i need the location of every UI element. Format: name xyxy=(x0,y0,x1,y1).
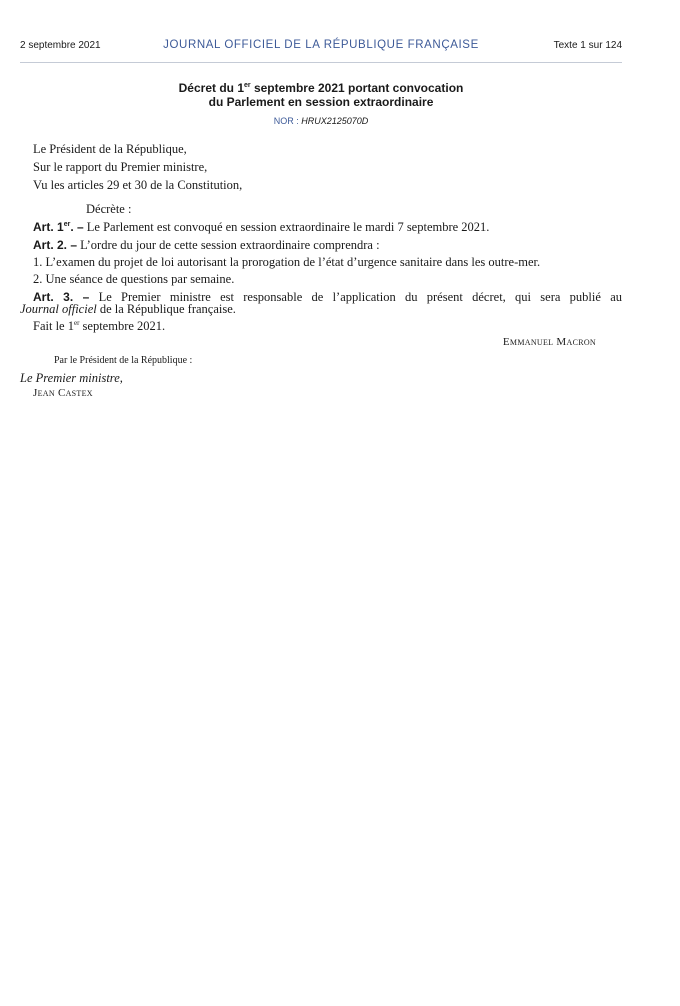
minister-title: Le Premier ministre, xyxy=(20,371,123,385)
article-3-text: Le Premier ministre est responsable de l’application du présent décret, qui sera publié au xyxy=(89,290,622,304)
article-1 xyxy=(20,219,622,235)
fait-line: Fait le 1er septembre 2021. xyxy=(33,318,166,333)
preamble-line: Le Président de la République, xyxy=(33,142,187,156)
article-2-text: L’ordre du jour de cette session extraordinaire comprendra : xyxy=(77,238,380,252)
article-1-text: Le Parlement est convoqué en session extraordinaire le mardi 7 septembre 2021. xyxy=(83,220,490,234)
decree-title-line2: du Parlement en session extraordinaire xyxy=(208,95,434,109)
article-2-item: 2. Une séance de questions par semaine. xyxy=(33,272,235,286)
article-3-continuation: Journal officiel de la République française. xyxy=(20,302,236,316)
page-indicator: Texte 1 sur 124 xyxy=(553,40,622,51)
article-3-label: Art. 3. – xyxy=(33,290,90,304)
article-2-label: Art. 2. – xyxy=(33,238,78,252)
preamble-line: Sur le rapport du Premier ministre, xyxy=(33,160,208,174)
header-date: 2 septembre 2021 xyxy=(20,40,101,51)
article-2-item: 1. L’examen du projet de loi autorisant la prorogation de l’état d’urgence sanitaire dans les outre-mer. xyxy=(33,255,541,269)
article-1-label: Art. 1er. – xyxy=(33,220,84,234)
journal-title: JOURNAL OFFICIEL DE LA RÉPUBLIQUE FRANÇAISE xyxy=(163,39,479,51)
decrete-line: Décrète : xyxy=(86,202,132,216)
president-signature: Emmanuel Macron xyxy=(502,336,596,348)
page-header xyxy=(20,39,622,55)
nor-value: HRUX2125070D xyxy=(301,116,369,126)
article-2 xyxy=(20,237,622,253)
decree-title-line1: Décret du 1er septembre 2021 portant convocation xyxy=(178,81,464,95)
decree-title xyxy=(20,81,622,109)
minister-signature: Jean Castex xyxy=(33,387,93,399)
preamble-line: Vu les articles 29 et 30 de la Constitution, xyxy=(33,178,243,192)
par-le-president: Par le Président de la République : xyxy=(54,355,193,366)
header-divider xyxy=(20,62,622,63)
nor-label: NOR : xyxy=(273,116,299,126)
nor-reference xyxy=(20,116,622,126)
journal-officiel-italic: Journal officiel xyxy=(20,302,97,316)
